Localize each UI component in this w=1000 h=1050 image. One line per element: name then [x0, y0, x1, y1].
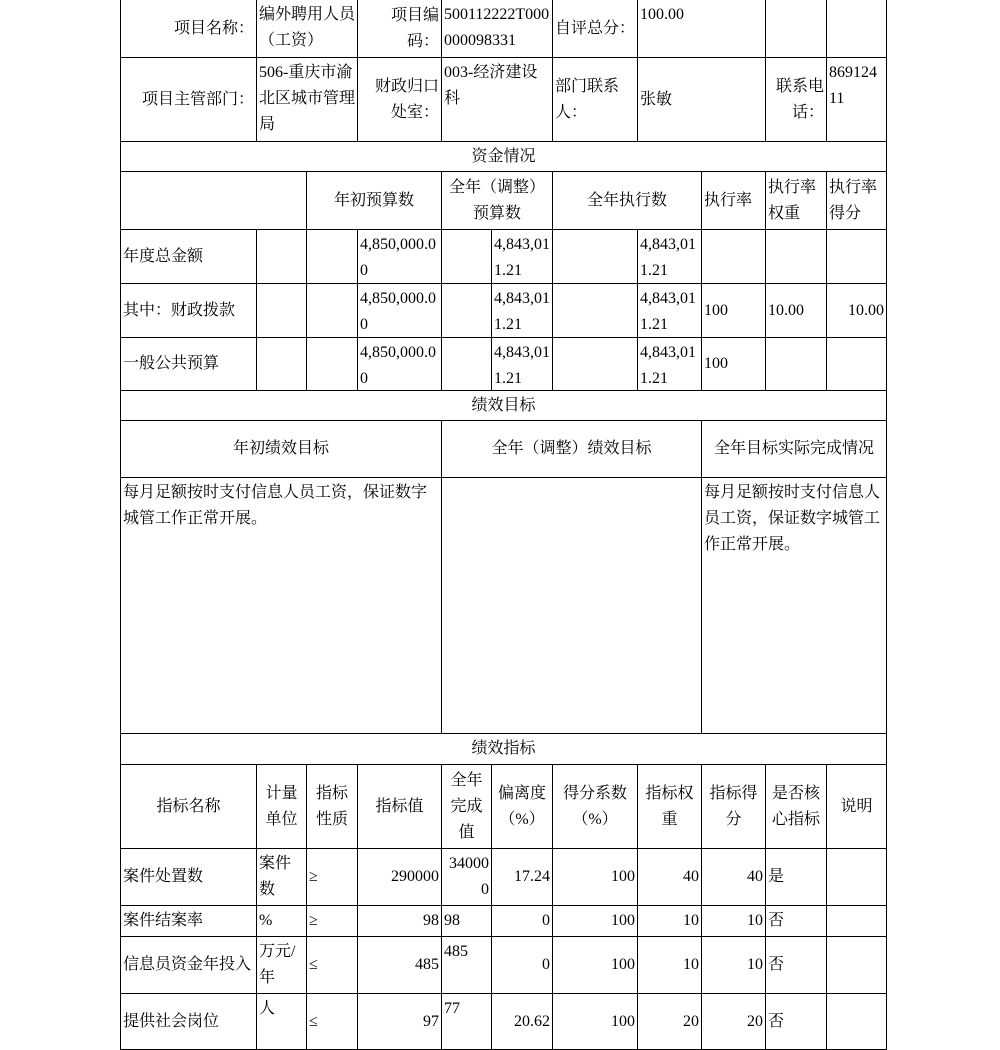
rate-weight: [765, 337, 827, 391]
indicator-cell-text: 100: [611, 956, 635, 973]
empty-cell: [765, 0, 827, 58]
indicator-cell-text: %: [259, 912, 273, 929]
indicator-cell: [441, 905, 492, 937]
empty-cell: [826, 0, 887, 58]
finance-office-text: 003-经济建设科: [444, 64, 538, 107]
indicator-cell: [441, 936, 492, 994]
contact-text: 张敏: [640, 90, 673, 108]
rate-weight-text: 10.00: [768, 301, 804, 319]
indicator-cell-text: 100: [611, 912, 635, 929]
self-score-text: 100.00: [640, 6, 684, 23]
goals-header: [441, 420, 702, 478]
indicator-cell: [256, 936, 307, 994]
indicator-cell-text: 100: [611, 1012, 635, 1030]
indicator-cell: [120, 905, 257, 937]
dept: [256, 57, 358, 142]
indicator-cell: [826, 993, 887, 1050]
rate-weight: [765, 229, 827, 284]
empty-cell: [441, 229, 492, 284]
project-name: [256, 0, 358, 58]
funds-header-text: 执行率: [704, 191, 753, 209]
initial-budget: [357, 337, 442, 391]
indicator-cell: [701, 848, 766, 906]
indicator-cell-text: 20: [683, 1012, 699, 1030]
funds-header: [765, 171, 827, 230]
indicator-cell-text: ≥: [309, 912, 318, 929]
funds-row-label-text: 一般公共预算: [123, 355, 220, 372]
indicator-cell: [765, 936, 827, 994]
project-code-label-text: 项目编码：: [390, 6, 439, 50]
indicator-header: [552, 764, 638, 849]
empty-cell: [256, 337, 307, 391]
empty-cell: [306, 283, 358, 338]
funds-header-text: 执行率得分: [829, 178, 878, 222]
indicator-cell: [441, 848, 492, 906]
empty-cell: [552, 229, 638, 284]
indicator-cell: [552, 993, 638, 1050]
indicator-cell: [357, 936, 442, 994]
actual-goal: [701, 477, 887, 734]
indicator-cell: [491, 848, 553, 906]
indicator-cell-text: 提供社会岗位: [123, 1012, 220, 1030]
phone-text: 86912411: [829, 64, 877, 107]
indicator-cell-text: 人: [259, 1000, 276, 1017]
indicator-cell: [256, 905, 307, 937]
indicator-cell-text: 100: [611, 868, 635, 885]
finance-office: [441, 57, 553, 142]
execution-rate: [701, 337, 766, 391]
indicator-header: [256, 764, 307, 849]
funds-header: [441, 171, 553, 230]
indicator-cell-text: 10: [683, 956, 699, 973]
indicator-cell-text: 10: [747, 912, 763, 929]
finance-office-label-text: 财政归口处室：: [374, 77, 439, 121]
goals-header: [701, 420, 887, 478]
indicator-cell-text: ≥: [309, 868, 318, 885]
indicator-cell-text: 是: [768, 868, 785, 885]
indicator-cell-text: 否: [768, 912, 785, 929]
indicator-header-text: 说明: [840, 797, 873, 815]
indicator-cell: [637, 905, 702, 937]
funds-header-text: 全年执行数: [586, 191, 667, 209]
indicator-cell-text: 77: [444, 1000, 460, 1017]
contact: [637, 57, 766, 142]
self-score: [637, 0, 766, 58]
execution-rate: [701, 229, 766, 284]
empty-cell: [120, 171, 307, 230]
indicator-cell: [701, 936, 766, 994]
indicator-header-text: 是否核心指标: [771, 784, 820, 828]
indicator-cell: [637, 993, 702, 1050]
adjusted-budget: [491, 283, 553, 338]
executed-amount-text: 4,843,011.21: [640, 344, 696, 387]
indicator-cell-text: 否: [768, 1012, 785, 1030]
indicator-cell: [306, 993, 358, 1050]
indicator-cell: [826, 936, 887, 994]
adjusted-budget-text: 4,843,011.21: [494, 344, 550, 387]
funds-row-label: [120, 337, 257, 391]
funds-header-text: 全年（调整）预算数: [448, 178, 545, 222]
indicator-cell-text: ≤: [309, 956, 318, 973]
initial-goal: [120, 477, 442, 734]
initial-budget: [357, 283, 442, 338]
project-code-label: [357, 0, 442, 58]
indicator-cell-text: 0: [542, 912, 550, 929]
project-code: [441, 0, 553, 58]
indicator-header-text: 指标权重: [645, 784, 694, 828]
indicator-cell-text: 案件数: [259, 855, 292, 898]
indicator-cell: [441, 993, 492, 1050]
adjusted-budget: [491, 229, 553, 284]
indicator-cell: [491, 936, 553, 994]
empty-cell: [441, 283, 492, 338]
indicator-cell: [765, 905, 827, 937]
phone-label-text: 联系电话：: [775, 77, 824, 121]
indicator-cell: [256, 848, 307, 906]
indicator-cell-text: 98: [423, 912, 439, 929]
indicator-cell-text: 40: [683, 868, 699, 885]
indicator-cell: [256, 993, 307, 1050]
project-code-text: 500112222T000000098331: [444, 6, 550, 49]
adjusted-budget-text: 4,843,011.21: [494, 290, 550, 333]
indicator-header: [701, 764, 766, 849]
empty-cell: [441, 337, 492, 391]
indicator-cell: [826, 848, 887, 906]
indicator-header: [120, 764, 257, 849]
indicator-header-text: 全年完成值: [450, 771, 483, 841]
contact-label-text: 部门联系人：: [555, 77, 620, 121]
empty-cell: [256, 283, 307, 338]
adjusted-budget-text: 4,843,011.21: [494, 236, 550, 279]
indicator-cell-text: 10: [747, 956, 763, 973]
initial-budget: [357, 229, 442, 284]
indicator-cell-text: 290000: [391, 868, 439, 885]
empty-cell: [552, 283, 638, 338]
rate-score: [826, 229, 887, 284]
indicator-cell: [826, 905, 887, 937]
indicator-cell: [306, 936, 358, 994]
adjusted-budget: [491, 337, 553, 391]
funds-section-title-text: 资金情况: [471, 147, 536, 165]
indicator-header: [306, 764, 358, 849]
indicator-cell: [120, 936, 257, 994]
goals-header-text: 全年（调整）绩效目标: [491, 440, 652, 457]
funds-header: [701, 171, 766, 230]
indicator-header-text: 指标名称: [156, 797, 221, 815]
indicator-header-text: 偏离度（%）: [497, 784, 546, 828]
indicator-cell: [357, 848, 442, 906]
executed-amount: [637, 283, 702, 338]
indicator-header-text: 得分系数（%）: [562, 784, 627, 828]
initial-budget-text: 4,850,000.00: [360, 236, 436, 279]
goals-header: [120, 420, 442, 478]
executed-amount: [637, 229, 702, 284]
project-name-label: [120, 0, 257, 58]
funds-header: [826, 171, 887, 230]
initial-budget-text: 4,850,000.00: [360, 344, 436, 387]
indicator-cell-text: 20: [747, 1012, 763, 1030]
indicator-cell-text: 信息员资金年投入: [123, 956, 252, 973]
indicator-cell: [552, 848, 638, 906]
dept-text: 506-重庆市渝北区城市管理局: [259, 64, 356, 133]
goals-section-title-text: 绩效目标: [471, 396, 536, 414]
indicator-cell-text: 485: [415, 956, 439, 973]
indicator-cell: [306, 848, 358, 906]
indicator-cell-text: 340000: [449, 855, 489, 898]
funds-header: [306, 171, 442, 230]
funds-row-label-text: 其中：财政拨款: [123, 301, 236, 319]
initial-goal-text: 每月足额按时支付信息人员工资，保证数字城管工作正常开展。: [123, 484, 428, 527]
indicators-section-title-text: 绩效指标: [471, 740, 536, 757]
indicator-cell: [491, 905, 553, 937]
indicator-cell-text: 17.24: [514, 868, 550, 885]
actual-goal-text: 每月足额按时支付信息人员工资，保证数字城管工作正常开展。: [704, 484, 881, 553]
rate-score: [826, 337, 887, 391]
rate-weight: [765, 283, 827, 338]
executed-amount-text: 4,843,011.21: [640, 290, 696, 333]
indicator-cell-text: 40: [747, 868, 763, 885]
empty-cell: [256, 229, 307, 284]
funds-header-text: 执行率权重: [768, 178, 817, 222]
empty-cell: [306, 337, 358, 391]
indicator-header: [637, 764, 702, 849]
project-name-text: 编外聘用人员（工资）: [259, 6, 356, 49]
indicator-cell: [120, 993, 257, 1050]
indicator-header-text: 指标性质: [315, 784, 348, 828]
indicator-header: [826, 764, 887, 849]
empty-cell: [306, 229, 358, 284]
indicator-cell: [765, 993, 827, 1050]
indicator-cell-text: 案件处置数: [123, 868, 204, 885]
indicator-cell-text: ≤: [309, 1012, 318, 1030]
goals-header-text: 全年目标实际完成情况: [713, 440, 874, 457]
self-score-label: [552, 0, 638, 58]
indicator-cell: [552, 936, 638, 994]
indicators-section-title: [120, 733, 887, 765]
indicator-header: [765, 764, 827, 849]
indicator-cell-text: 97: [423, 1012, 439, 1030]
executed-amount: [637, 337, 702, 391]
indicator-header-text: 计量单位: [265, 784, 298, 828]
indicator-cell-text: 485: [444, 943, 468, 960]
rate-score-text: 10.00: [848, 301, 884, 319]
empty-cell: [552, 337, 638, 391]
indicator-cell: [120, 848, 257, 906]
indicator-cell: [701, 993, 766, 1050]
initial-budget-text: 4,850,000.00: [360, 290, 436, 333]
indicator-cell: [552, 905, 638, 937]
indicator-cell-text: 万元/年: [259, 943, 296, 986]
execution-rate: [701, 283, 766, 338]
indicator-cell: [765, 848, 827, 906]
goals-section-title: [120, 390, 887, 421]
rate-score: [826, 283, 887, 338]
indicator-cell-text: 20.62: [514, 1012, 550, 1030]
indicator-header: [441, 764, 492, 849]
indicator-cell: [357, 993, 442, 1050]
goals-header-text: 年初绩效目标: [232, 440, 329, 457]
indicator-header-text: 指标得分: [709, 784, 758, 828]
self-score-label-text: 自评总分：: [555, 19, 636, 37]
indicator-cell-text: 10: [683, 912, 699, 929]
indicator-cell: [701, 905, 766, 937]
indicator-cell-text: 否: [768, 956, 785, 973]
indicator-header: [357, 764, 442, 849]
execution-rate-text: 100: [704, 355, 728, 372]
indicator-cell: [357, 905, 442, 937]
executed-amount-text: 4,843,011.21: [640, 236, 696, 279]
adjusted-goal: [441, 477, 702, 734]
indicator-cell-text: 0: [542, 956, 550, 973]
funds-row-label: [120, 283, 257, 338]
indicator-header: [491, 764, 553, 849]
funds-row-label-text: 年度总金额: [123, 247, 204, 265]
dept-label-text: 项目主管部门：: [141, 90, 254, 108]
project-name-label-text: 项目名称：: [173, 19, 254, 37]
phone: [826, 57, 887, 142]
indicator-cell: [306, 905, 358, 937]
funds-section-title: [120, 141, 887, 172]
indicator-cell: [491, 993, 553, 1050]
indicator-cell: [637, 936, 702, 994]
funds-row-label: [120, 229, 257, 284]
execution-rate-text: 100: [704, 301, 728, 319]
funds-header-text: 年初预算数: [333, 191, 414, 209]
phone-label: [765, 57, 827, 142]
finance-office-label: [357, 57, 442, 142]
dept-label: [120, 57, 257, 142]
indicator-header-text: 指标值: [375, 797, 424, 815]
funds-header: [552, 171, 702, 230]
indicator-cell-text: 案件结案率: [123, 912, 204, 929]
contact-label: [552, 57, 638, 142]
indicator-cell-text: 98: [444, 912, 460, 929]
indicator-cell: [637, 848, 702, 906]
